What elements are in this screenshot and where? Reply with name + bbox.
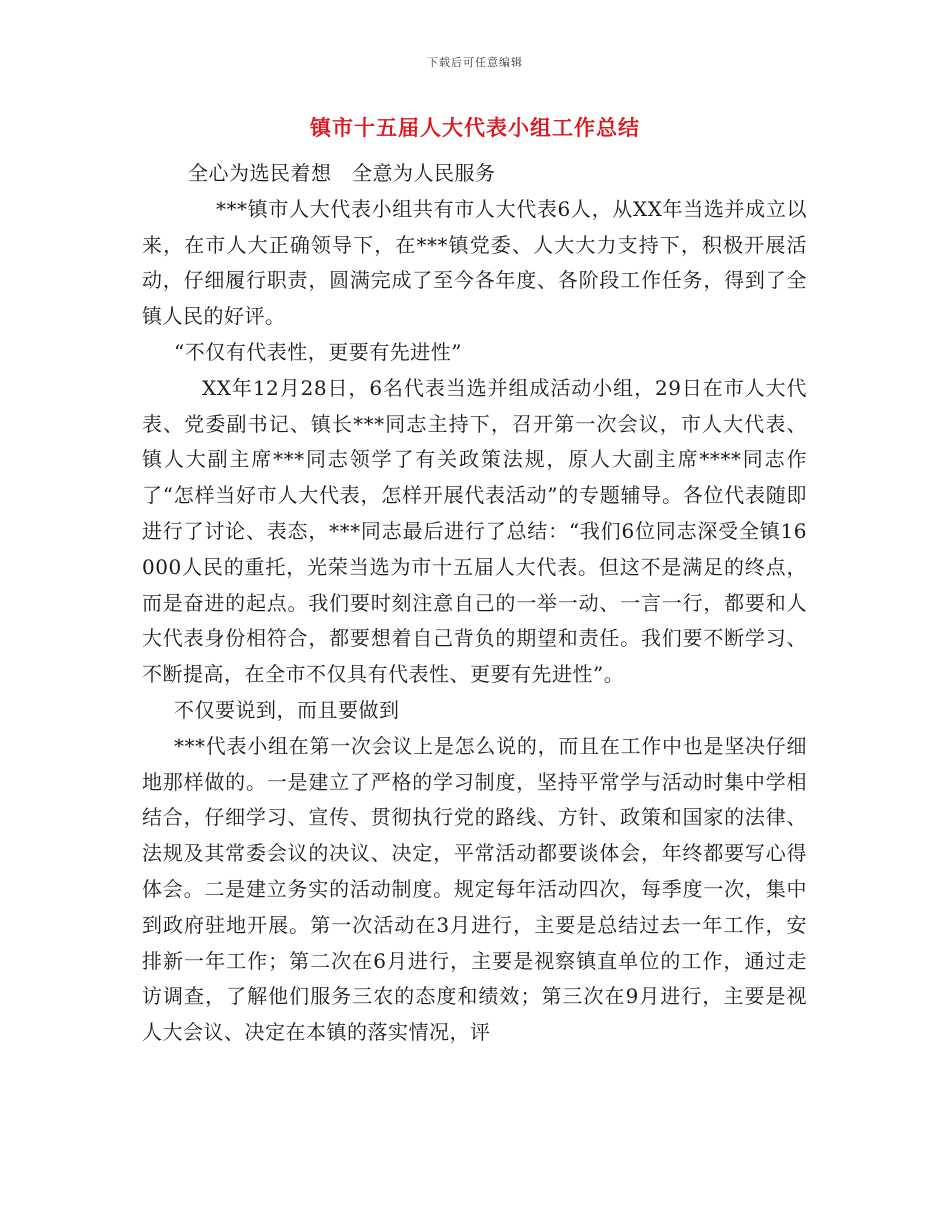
document-body (142, 156, 807, 1051)
document-title: 镇市十五届人大代表小组工作总结 (310, 116, 640, 140)
download-note: 下载后可任意编辑 (427, 56, 523, 69)
section-paragraph-1: ***镇市人大代表小组共有市人大代表6人，从XX年当选并成立以来，在市人大正确领导下，在***镇党委、人大大力支持下，积极开展活动，仔细履行职责，圆满完成了至今各年度、各阶段工作任务，得到了全镇人民的好评。 (142, 196, 807, 329)
section-heading-3: 不仅要说到，而且要做到 (174, 697, 400, 722)
section-heading-1: 全心为选民着想 全意为人民服务 (188, 161, 496, 185)
section-heading-2: “不仅有代表性，更要有先进性” (174, 339, 462, 364)
section-paragraph-3: ***代表小组在第一次会议上是怎么说的，而且在工作中也是坚决仔细地那样做的。一是建立了严格的学习制度，坚持平常学与活动时集中学相结合，仔细学习、宣传、贯彻执行党的路线、方针、政策和国家的法律、法规及其常委会议的决议、决定，平常活动都要谈体会，年终都要写心得体会。二是建立务实的活动制度。规定每年活动四次，每季度一次，集中到政府驻地开展。第一次活动在3月进行，主要是总结过去一年工作，安排新一年工作；第二次在6月进行，主要是视察镇直单位的工作，通过走访调查，了解他们服务三农的态度和绩效；第三次在9月进行，主要是视人大会议、决定在本镇的落实情况，评 (142, 733, 807, 1045)
section-paragraph-2: XX年12月28日，6名代表当选并组成活动小组，29日在市人大代表、党委副书记、镇长***同志主持下，召开第一次会议，市人大代表、镇人大副主席***同志领学了有关政策法规，原人大副主席****同志作了“怎样当好市人大代表，怎样开展代表活动”的专题辅导。各位代表随即进行了讨论、表态，***同志最后进行了总结：“我们6位同志深受全镇16000人民的重托，光荣当选为市十五届人大代表。但这不是满足的终点，而是奋进的起点。我们要时刻注意自己的一举一动、一言一行，都要和人大代表身份相符合，都要想着自己背负的期望和责任。我们要不断学习、不断提高，在全市不仅具有代表性、更要有先进性”。 (142, 375, 807, 687)
